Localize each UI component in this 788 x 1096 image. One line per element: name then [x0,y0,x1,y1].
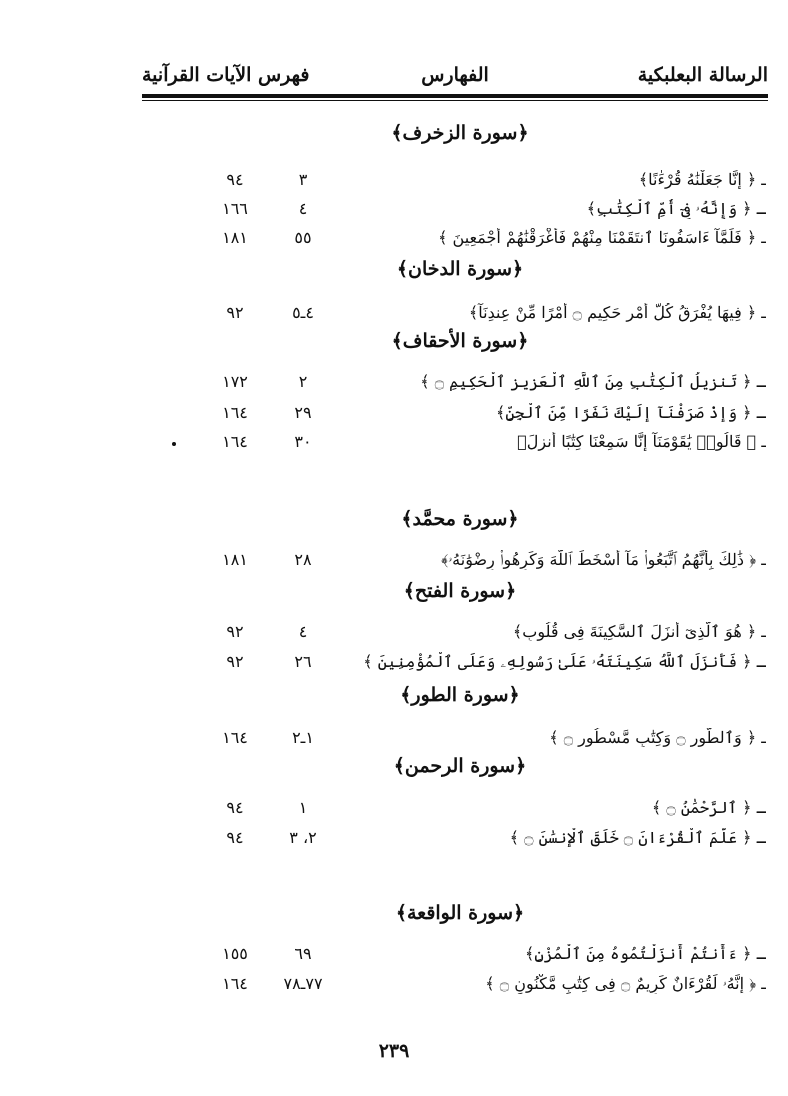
verse-row [0,199,788,227]
verse-row [0,652,788,680]
ayah-number: ٢٨ [294,550,312,569]
verse-text: ـ ﴿ فِيهَا يُفْرَقُ كُلُّ أَمْرٍ حَكِيمٍ ۝ أَمْرًا مِّنْ عِندِنَآ﴾ [468,303,766,322]
page-ref: ٩٤ [226,828,244,847]
surah-heading: ﴿سورة الرحمن﴾ [393,755,527,777]
page-ref: ٩٢ [226,622,244,641]
page-ref: ١٦٤ [222,432,248,451]
ayah-number: ٣٠ [294,432,312,451]
page-ref: ١٦٤ [222,403,248,422]
page-ref: ١٦٦ [222,199,248,218]
surah-heading: ﴿سورة الدخان﴾ [396,258,524,280]
header-rule-thin [142,100,768,101]
page-ref: ١٥٥ [222,944,248,963]
ayah-number: ٤ [298,622,308,641]
verse-text: ـ ﴿ فَلَمَّآ ءَاسَفُونَا ٱنتَقَمْنَا مِنْهُمْ فَأَغْرَقْنَٰهُمْ أَجْمَعِينَ ﴾ [438,228,766,247]
verse-row [0,728,788,756]
verse-row [0,372,788,400]
ayah-number: ٢ [298,372,308,391]
running-header [142,58,768,94]
surah-heading: ﴿سورة محمَّد﴾ [401,508,519,530]
verse-row [0,228,788,256]
section-title: الفهارس [421,64,489,86]
verse-text: ـ ﴿ عَلَّمَ ٱلْقُرْءَانَ ۝ خَلَقَ ٱلْإِنسَٰنَ ۝ ﴾ [509,828,766,847]
ayah-number: ١ [298,798,308,817]
verse-text: ـ ﴿ إِنَّهُۥ لَقُرْءَانٌ كَرِيمٌ ۝ فِى كِتَٰبٍ مَّكْنُونٍ ۝ ﴾ [485,974,766,993]
page-ref: ٩٤ [226,170,244,189]
ayah-number: ٢٦ [294,652,312,671]
verse-text: ـ ﴿ هُوَ ٱلَّذِىٓ أَنزَلَ ٱلسَّكِينَةَ فِى قُلُوبِ﴾ [512,622,766,641]
surah-heading: ﴿سورة الطور﴾ [400,684,520,706]
verse-row [0,828,788,856]
verse-text: ـ ﴿ وَٱلطُّورِ ۝ وَكِتَٰبٍ مَّسْطُورٍ ۝ ﴾ [549,728,766,747]
book-title: الرسالة البعلبكية [637,64,768,86]
verse-row [0,798,788,826]
verse-text: ـ ﴿ تَنزِيلُ ٱلْكِتَٰبِ مِنَ ٱللَّهِ ٱلْعَزِيزِ ٱلْحَكِيمِ ۝ ﴾ [420,372,766,391]
ayah-number: ٤ [298,199,308,218]
ayah-number: ٣ [298,170,308,189]
index-title: فهرس الآيات القرآنية [142,64,310,86]
ayah-number: ٧٧ـ٧٨ [283,974,323,993]
surah-heading: ﴿سورة الأحقاف﴾ [391,330,529,352]
verse-row [0,432,788,460]
verse-row [0,622,788,650]
verse-row [0,944,788,972]
ayah-number: ٤ـ٥ [292,303,314,322]
surah-heading: ﴿سورة الزخرف﴾ [391,122,529,144]
ayah-number: ٢٩ [294,403,312,422]
page-ref: ٩٢ [226,303,244,322]
ayah-number: ١ـ٢ [292,728,314,747]
verse-text: ـ ﴿ وَإِذْ صَرَفْنَآ إِلَيْكَ نَفَرًا مِّنَ ٱلْجِنِّ﴾ [496,403,766,422]
page-number: ٢٣٩ [378,1040,410,1062]
surah-heading: ﴿سورة الفتح﴾ [403,580,517,602]
verse-row [0,170,788,198]
verse-text: ـ ﴿ ٱلرَّحْمَٰنُ ۝ ﴾ [651,798,766,817]
verse-text: ـ ﴿ ذَٰلِكَ بِأَنَّهُمُ ٱتَّبَعُوا۟ مَآ أَسْخَطَ ٱللَّهَ وَكَرِهُوا۟ رِضْوَٰنَهُۥ﴾ [441,550,766,569]
surah-heading: ﴿سورة الواقعة﴾ [395,902,525,924]
stray-mark [172,442,176,446]
verse-text: ـ ﴿ وَإِنَّهُۥ فِىٓ أُمِّ ٱلْكِتَٰبِ﴾ [586,199,766,218]
verse-row [0,974,788,1002]
page-ref: ١٦٤ [222,728,248,747]
ayah-number: ٦٩ [294,944,312,963]
verse-text: ـ ﴿ ءَأَنتُمْ أَنزَلْتُمُوهُ مِنَ ٱلْمُزْنِ﴾ [524,944,766,963]
verse-row [0,403,788,431]
page-ref: ١٧٢ [222,372,248,391]
verse-text: ـ ﴿ إِنَّا جَعَلْنَٰهُ قُرْءَٰنًا﴾ [638,170,766,189]
header-rule-thick [142,94,768,98]
ayah-number: ٥٥ [294,228,312,247]
verse-row [0,550,788,578]
verse-row [0,303,788,331]
page-ref: ١٦٤ [222,974,248,993]
page-ref: ١٨١ [222,550,248,569]
page-ref: ٩٢ [226,652,244,671]
page-ref: ٩٤ [226,798,244,817]
ayah-number: ٢، ٣ [289,828,317,847]
verse-text: ـ ﴿ قَالُوا۟ يَٰقَوْمَنَآ إِنَّا سَمِعْنَا كِتَٰبًا أُنزِلَ﴾ [517,432,766,451]
verse-text: ـ ﴿ فَأَنزَلَ ٱللَّهُ سَكِينَتَهُۥ عَلَىٰ رَسُولِهِۦ وَعَلَى ٱلْمُؤْمِنِينَ ﴾ [363,652,766,671]
page-ref: ١٨١ [222,228,248,247]
